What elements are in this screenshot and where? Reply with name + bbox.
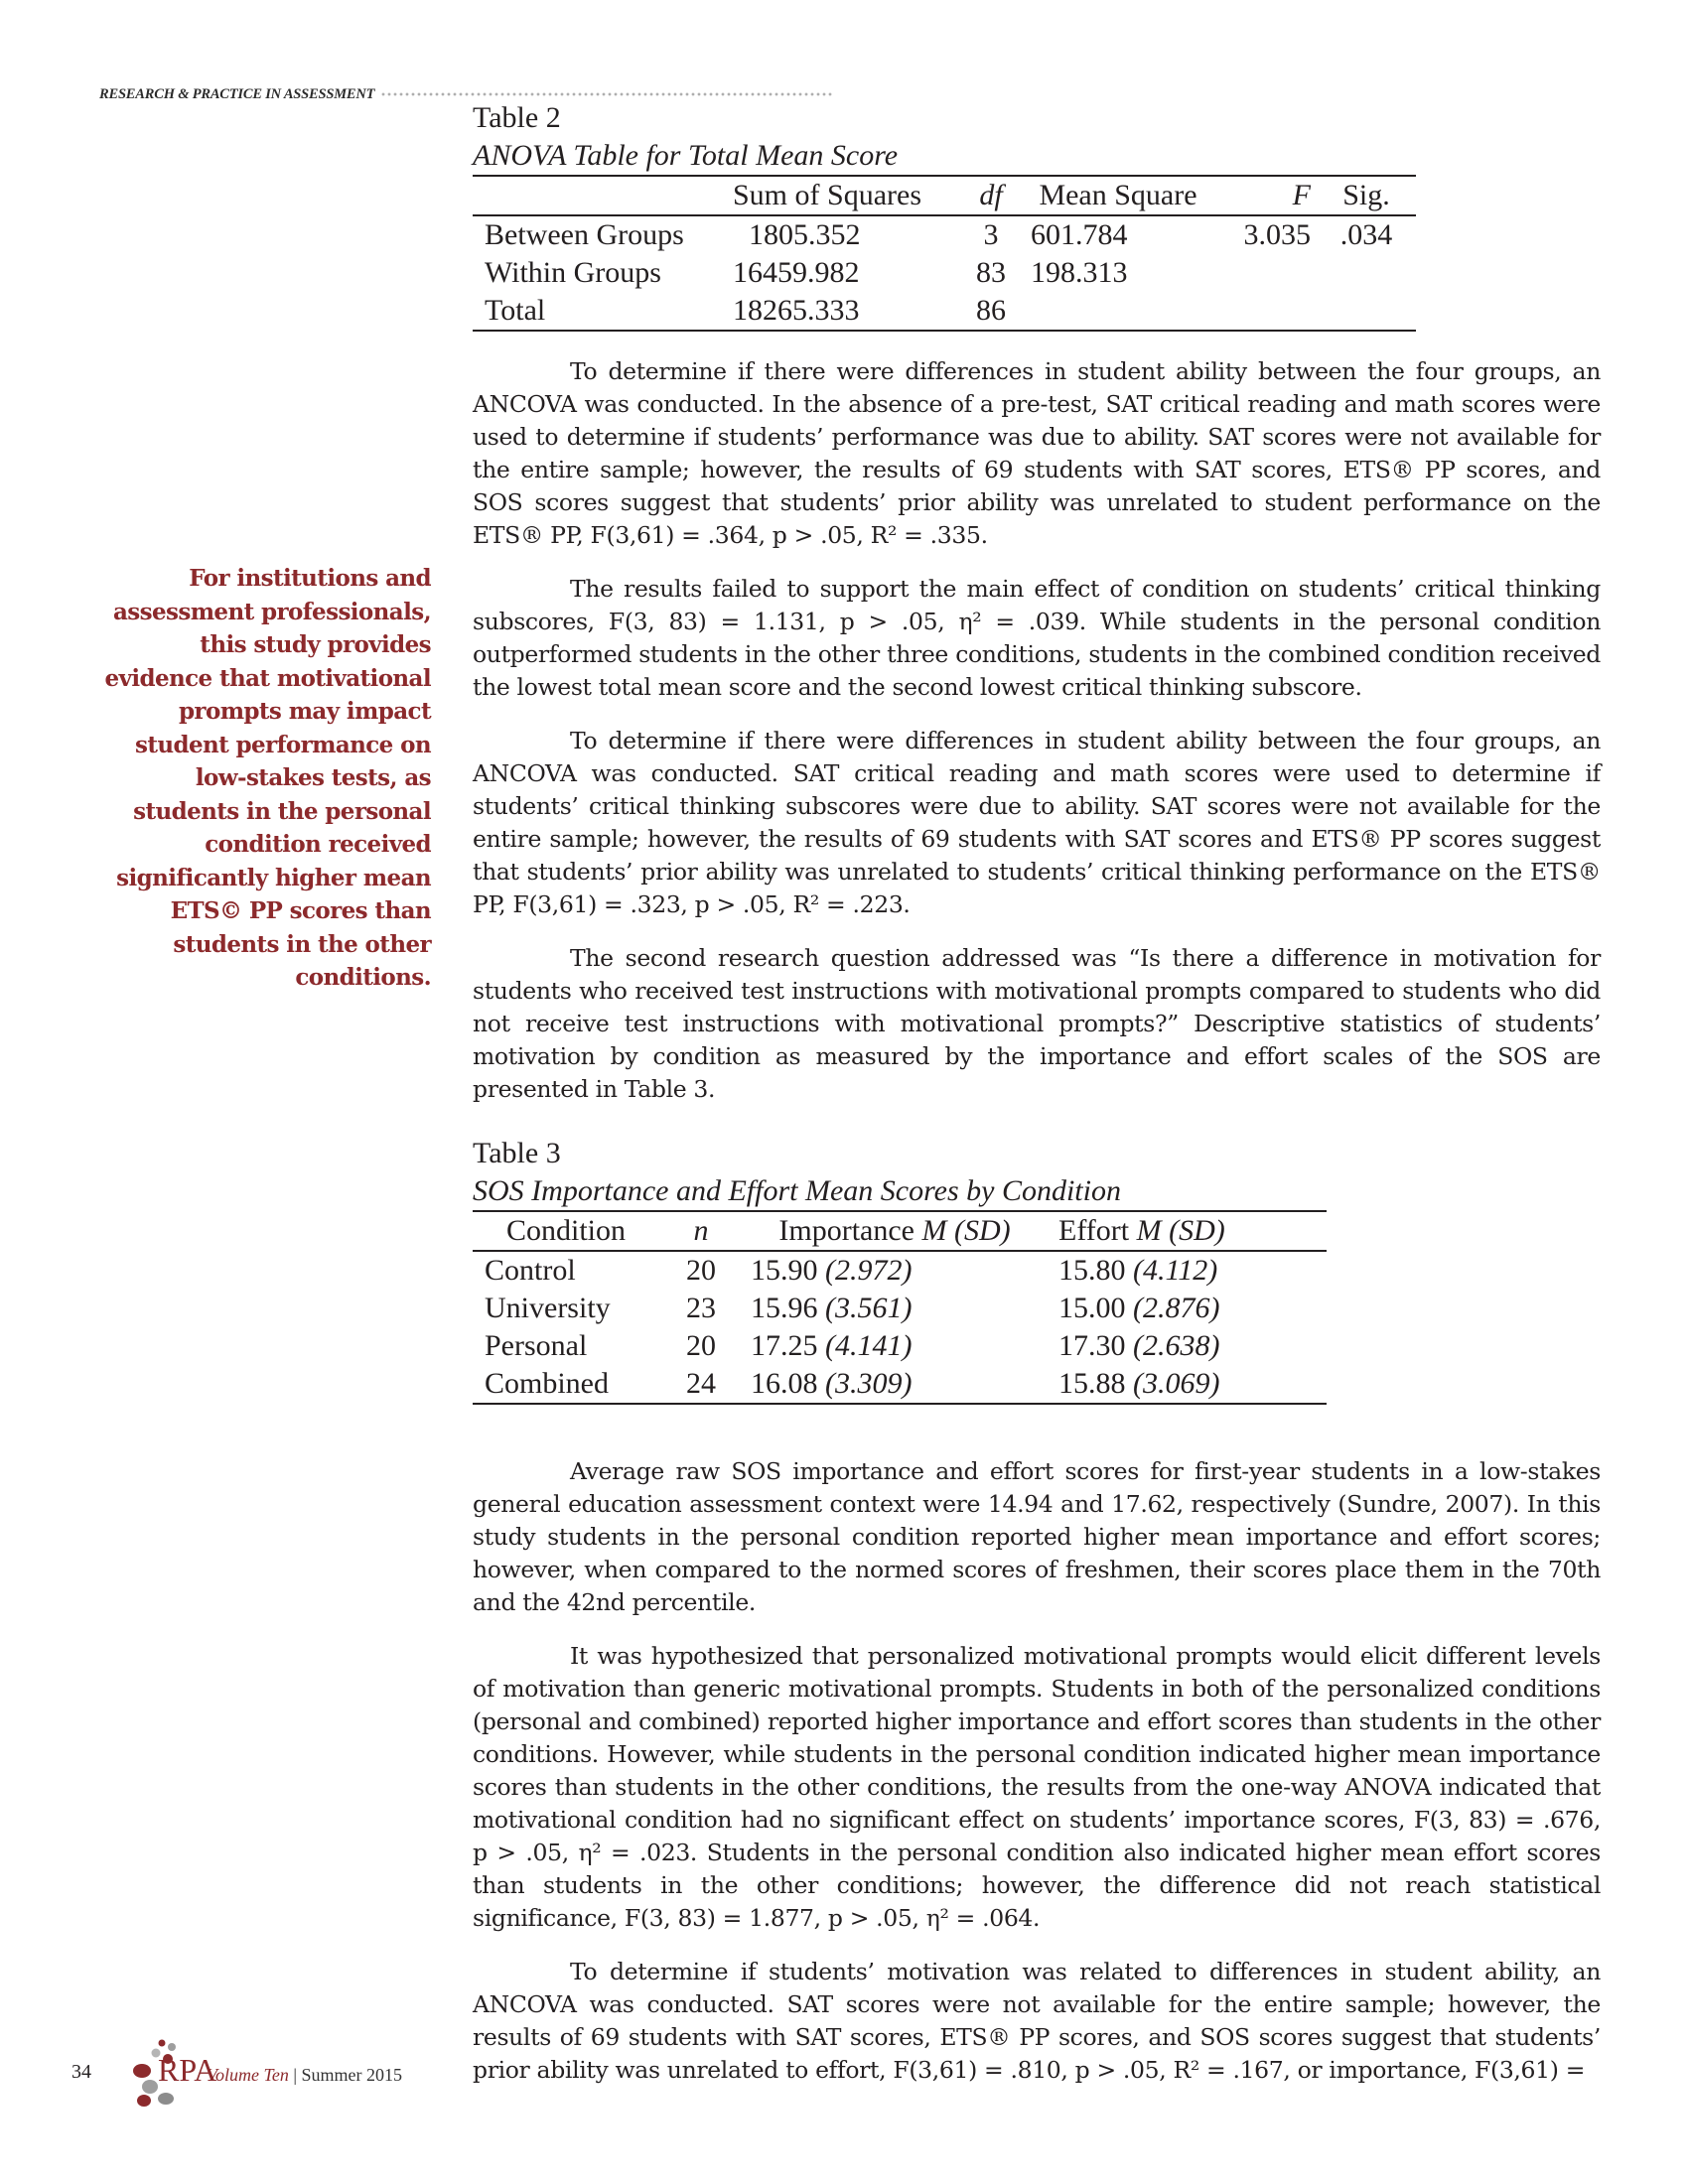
table-row (473, 292, 1416, 331)
footer-issue (207, 2065, 402, 2086)
table-label: Table 3 (473, 1137, 561, 1169)
logo-text: RPA (158, 2052, 217, 2088)
table-cell: 1805.352 (749, 218, 861, 251)
header-dotted-rule (380, 92, 834, 96)
paragraph: To determine if there were differences in student ability between the four groups, an ANCOVA was conducted. SAT critical reading and math scores were used to determine if students’ critical thinking subscores were due to ability. SAT scores were not available for the entire sample; however, the results of 69 students with SAT scores and ETS® PP scores suggest that students’ prior ability was unrelated to students’ critical thinking performance on the ETS® PP, F(3,61) = .323, p > .05, R² = .223. (473, 727, 1601, 918)
table-cell: (3.561) (825, 1292, 913, 1324)
table-cell: 15.96 (751, 1292, 818, 1324)
table-row (473, 215, 1416, 254)
column-header: Effort M (SD) (1058, 1214, 1225, 1247)
pull-quote: For institutions and assessment professionals, this study provides evidence that motivational prompts may impact student performance on low-stakes tests, as students in the personal condition received significantly higher mean ETS© PP scores than students in the other conditions. (104, 565, 431, 991)
table-caption: SOS Importance and Effort Mean Scores by Condition (473, 1174, 1121, 1207)
table-header-row (473, 1211, 1327, 1251)
table-row (473, 1251, 1327, 1290)
table-cell: 83 (976, 256, 1006, 289)
column-header: Mean Square (1039, 179, 1197, 211)
table-cell (1317, 292, 1416, 331)
paragraph: The second research question addressed was “Is there a difference in motivation for students who received test instructions with motivational prompts compared to students who did not receive test instructions with motivational prompts?” Descriptive statistics of students’ motivation by condition as measured by the importance and effort scales of the SOS are presented in Table 3. (473, 944, 1601, 1103)
paragraph: It was hypothesized that personalized motivational prompts would elicit different levels of motivation than generic motivational prompts. Students in both of the personalized conditions (personal and combined) reported higher importance and effort scores than students in the other conditions. However, while students in the personal condition indicated higher mean importance scores than students in the other conditions, the results from the one-way ANOVA indicated that motivational condition had no significant effect on students’ importance scores, F(3, 83) = .676, p > .05, η² = .023. Students in the personal condition also indicated higher mean effort scores than students in the other conditions; however, the difference did not reach statistical significance, F(3, 83) = 1.877, p > .05, η² = .064. (473, 1642, 1601, 1932)
table-cell: (3.309) (825, 1367, 913, 1400)
footer-volume: Volume Ten (207, 2065, 289, 2085)
paragraph: To determine if there were differences in student ability between the four groups, an ANCOVA was conducted. In the absence of a pre-test, SAT critical reading and math scores were used to determine if students’ performance was due to ability. SAT scores were not available for the entire sample; however, the results of 69 students with SAT scores, ETS® PP scores, and SOS scores suggest that students’ prior ability was unrelated to student performance on the ETS® PP, F(3,61) = .364, p > .05, R² = .335. (473, 357, 1601, 549)
table-cell: 20 (686, 1329, 716, 1362)
column-header (473, 176, 733, 215)
table-cell: 20 (686, 1254, 716, 1287)
row-label: University (485, 1292, 611, 1324)
table-cell: 23 (686, 1292, 716, 1324)
table-cell: 3.035 (1243, 218, 1311, 251)
table-cell: (3.069) (1133, 1367, 1220, 1400)
table-cell: 198.313 (1031, 256, 1128, 289)
table-cell: .034 (1339, 218, 1393, 251)
table-cell: 24 (686, 1367, 716, 1400)
running-title: RESEARCH & PRACTICE IN ASSESSMENT (99, 85, 375, 102)
table-3 (473, 1135, 1327, 1405)
column-header: df (979, 179, 1003, 211)
table-row (473, 254, 1416, 292)
anova-table (473, 175, 1416, 332)
table-header-row (473, 176, 1416, 215)
table-cell (1215, 292, 1317, 331)
table-cell: 601.784 (1031, 218, 1128, 251)
paragraph: To determine if students’ motivation was related to differences in student ability, an ANCOVA was conducted. SAT scores were not available for the entire sample; however, the results of 69 students with SAT scores, ETS® PP scores, and SOS scores suggest that students’ prior ability was unrelated to effort, F(3,61) = .810, p > .05, R² = .167, or importance, F(3,61) = (473, 1958, 1601, 2084)
footer-season: | Summer 2015 (293, 2065, 402, 2085)
paragraph: Average raw SOS importance and effort scores for first-year students in a low-stakes general education assessment context were 14.94 and 17.62, respectively (Sundre, 2007). In this study students in the personal condition reported higher mean importance and effort scores; however, when compared to the normed scores of freshmen, their scores place them in the 70th and the 42nd percentile. (473, 1457, 1601, 1616)
column-header: Sig. (1342, 179, 1390, 211)
table-row (473, 1365, 1327, 1404)
table-row (473, 1290, 1327, 1327)
table-cell (1215, 254, 1317, 292)
table-label: Table 2 (473, 101, 561, 134)
table-cell: (4.112) (1133, 1254, 1218, 1287)
table-cell: (2.972) (825, 1254, 913, 1287)
table-cell: 17.25 (751, 1329, 818, 1362)
row-label: Within Groups (485, 256, 661, 289)
column-header: n (693, 1214, 709, 1247)
column-header: Condition (506, 1214, 627, 1247)
table-cell: 17.30 (1058, 1329, 1126, 1362)
column-header: Importance M (SD) (778, 1214, 1011, 1247)
table-cell (1021, 292, 1215, 331)
table-cell: 15.90 (751, 1254, 818, 1287)
table-cell: (2.876) (1133, 1292, 1220, 1324)
table-cell: 15.80 (1058, 1254, 1126, 1287)
table-cell: 15.88 (1058, 1367, 1126, 1400)
body-section-1 (473, 355, 1601, 1127)
table-cell: (4.141) (825, 1329, 913, 1362)
paragraph: The results failed to support the main effect of condition on students’ critical thinking subscores, F(3, 83) = 1.131, p > .05, η² = .039. While students in the personal condition outperformed students in the other three conditions, students in the combined condition received the lowest total mean score and the second lowest critical thinking subscore. (473, 575, 1601, 701)
table-cell: 16459.982 (733, 256, 860, 289)
page-number: 34 (71, 2061, 91, 2083)
sos-table (473, 1210, 1327, 1405)
table-row (473, 1327, 1327, 1365)
row-label: Between Groups (485, 218, 684, 251)
table-cell: 3 (983, 218, 999, 251)
row-label: Total (485, 294, 546, 327)
row-label: Personal (485, 1329, 588, 1362)
row-label: Combined (485, 1367, 609, 1400)
column-header: Sum of Squares (733, 179, 921, 211)
table-cell: (2.638) (1133, 1329, 1220, 1362)
table-caption: ANOVA Table for Total Mean Score (473, 139, 899, 172)
table-cell: 15.00 (1058, 1292, 1126, 1324)
table-cell: 16.08 (751, 1367, 818, 1400)
row-label: Control (485, 1254, 576, 1287)
column-header: F (1292, 179, 1311, 211)
table-cell (1317, 254, 1416, 292)
table-2 (473, 99, 1416, 332)
table-cell: 18265.333 (733, 294, 860, 327)
page-footer (70, 2039, 467, 2109)
body-section-2 (473, 1455, 1601, 2108)
table-cell: 86 (976, 294, 1006, 327)
